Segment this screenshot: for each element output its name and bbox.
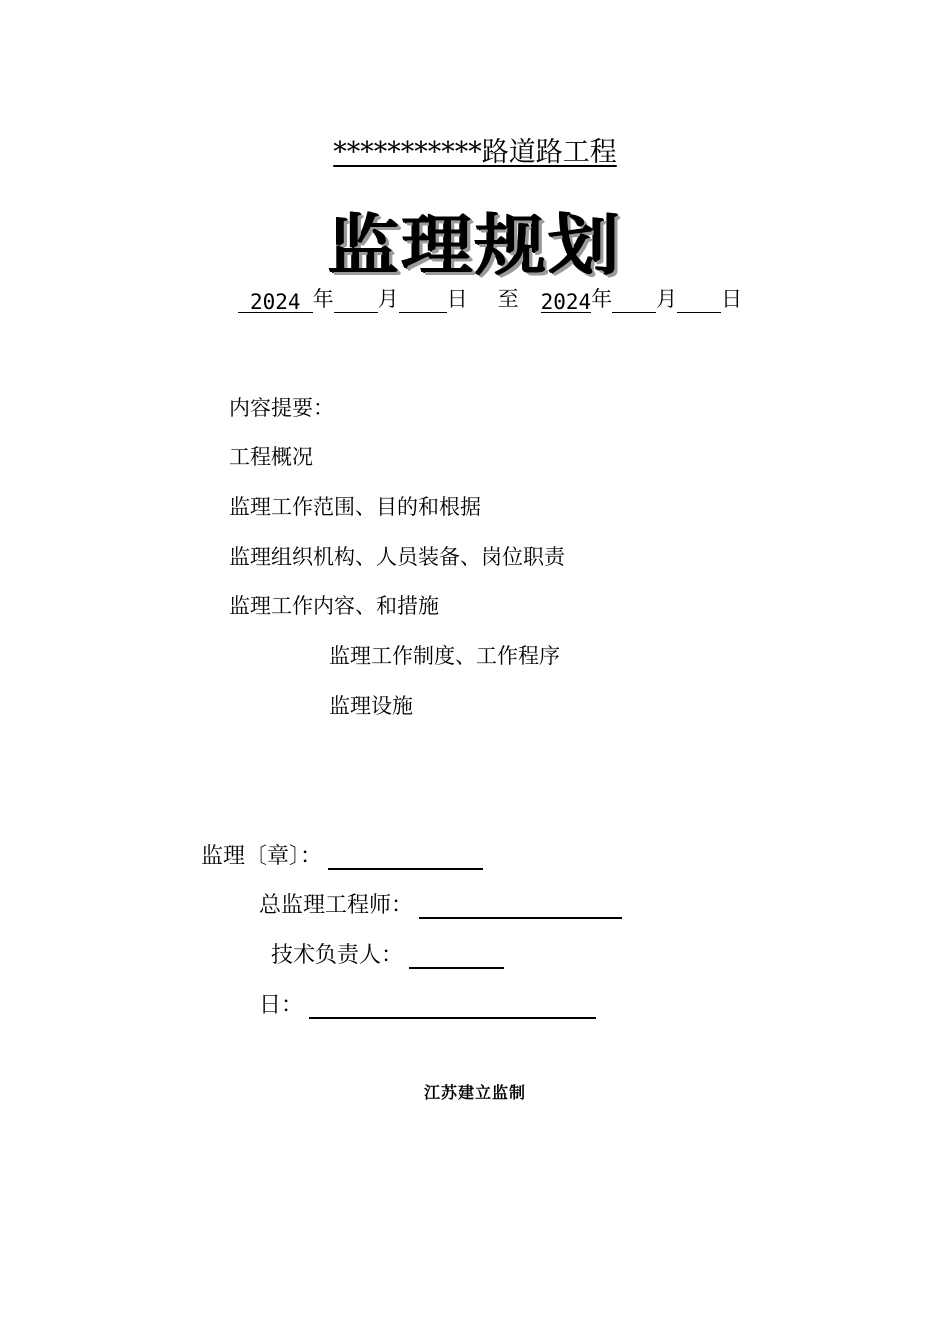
contents-item: 监理工作内容、和措施 <box>229 594 439 618</box>
document-title: 监理规划 <box>328 207 622 284</box>
contents-item: 监理组织机构、人员装备、岗位职责 <box>229 545 565 569</box>
tech-lead-field[interactable] <box>409 947 504 969</box>
chief-engineer-row <box>259 888 622 919</box>
end-day-char: 日 <box>721 287 743 311</box>
date-label: 日： <box>259 993 304 1018</box>
project-title-text: ***********路道路工程 <box>333 137 617 168</box>
contents-item: 工程概况 <box>229 445 313 469</box>
end-day-blank[interactable] <box>677 290 721 313</box>
start-day-blank[interactable] <box>399 290 447 313</box>
contents-item: 监理工作制度、工作程序 <box>329 644 560 668</box>
end-month-char: 月 <box>656 287 678 311</box>
start-year-char: 年 <box>312 287 334 311</box>
project-title <box>0 130 950 169</box>
to-char: 至 <box>497 287 519 311</box>
organization-name: 江苏建立监制 <box>423 1083 526 1102</box>
contents-item: 监理设施 <box>329 694 413 718</box>
end-year-char: 年 <box>591 287 613 311</box>
start-day-char: 日 <box>446 287 468 311</box>
start-year: 2024 <box>250 290 301 314</box>
date-field[interactable] <box>309 997 596 1019</box>
date-range <box>238 283 742 313</box>
tech-lead-label: 技术负责人： <box>271 943 404 968</box>
start-month-blank[interactable] <box>334 290 378 313</box>
contents-heading: 内容提要： <box>229 396 334 420</box>
end-year: 2024 <box>540 290 592 314</box>
chief-engineer-field[interactable] <box>419 897 622 919</box>
chief-engineer-label: 总监理工程师： <box>259 893 414 918</box>
seal-field[interactable] <box>328 848 483 870</box>
date-row <box>259 988 596 1019</box>
seal-label: 监理〔章〕： <box>201 844 323 869</box>
tech-lead-row <box>271 938 504 969</box>
start-month-char: 月 <box>377 287 399 311</box>
seal-row <box>201 839 483 870</box>
contents-item: 监理工作范围、目的和根据 <box>229 495 481 519</box>
end-month-blank[interactable] <box>612 290 656 313</box>
